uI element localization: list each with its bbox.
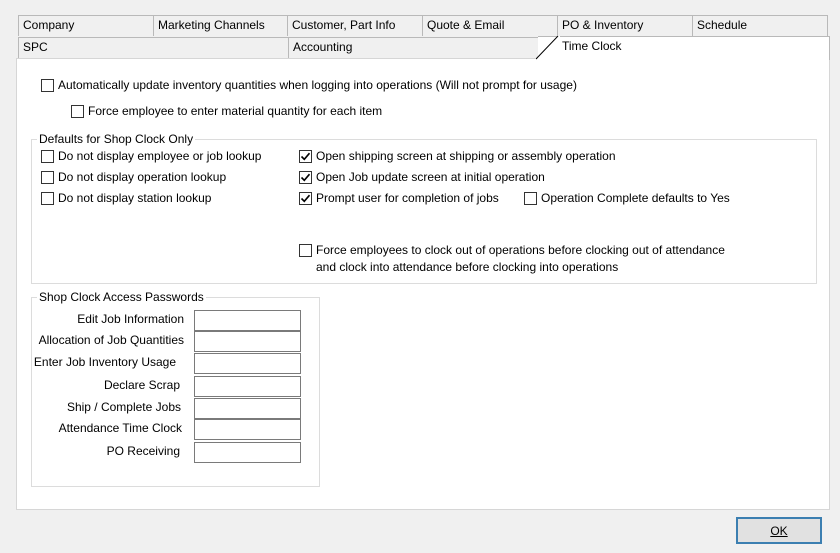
no-station-lookup-label: Do not display station lookup: [58, 191, 212, 205]
time-clock-panel: [16, 58, 830, 510]
force-clock-out-checkbox[interactable]: [299, 244, 312, 257]
force-clock-out-label-line1: Force employees to clock out of operations before clocking out of attendance: [316, 243, 725, 257]
prompt-completion-checkbox[interactable]: [299, 192, 312, 205]
password-label-ship-complete: Ship / Complete Jobs: [66, 400, 181, 414]
open-job-update-checkbox[interactable]: [299, 171, 312, 184]
force-material-quantity-label: Force employee to enter material quantity for each item: [88, 104, 383, 118]
password-input-attendance[interactable]: [194, 419, 301, 440]
password-input-declare-scrap[interactable]: [194, 376, 301, 397]
tab-label: Customer, Part Info: [292, 18, 396, 32]
open-shipping-screen-label: Open shipping screen at shipping or assembly operation: [316, 149, 616, 163]
tab-schedule[interactable]: [692, 15, 828, 36]
tab-marketing-channels[interactable]: [153, 15, 289, 36]
tab-label: Schedule: [697, 18, 748, 32]
tab-spc[interactable]: [18, 37, 289, 58]
tab-label: Company: [23, 18, 75, 32]
defaults-shop-clock-title: Defaults for Shop Clock Only: [39, 132, 194, 146]
tab-label: Time Clock: [562, 39, 622, 53]
password-input-inventory-usage[interactable]: [194, 353, 301, 374]
tab-label: SPC: [23, 40, 48, 54]
auto-update-inventory-checkbox[interactable]: [41, 79, 54, 92]
tab-label: PO & Inventory: [562, 18, 644, 32]
tab-label: Quote & Email: [427, 18, 505, 32]
tab-company[interactable]: [18, 15, 155, 36]
no-operation-lookup-checkbox[interactable]: [41, 171, 54, 184]
prompt-completion-label: Prompt user for completion of jobs: [316, 191, 499, 205]
operation-complete-yes-label: Operation Complete defaults to Yes: [541, 191, 730, 205]
password-input-ship-complete[interactable]: [194, 398, 301, 419]
open-job-update-label: Open Job update screen at initial operation: [316, 170, 545, 184]
operation-complete-yes-checkbox[interactable]: [524, 192, 537, 205]
tab-label: Accounting: [293, 40, 353, 54]
no-station-lookup-checkbox[interactable]: [41, 192, 54, 205]
auto-update-inventory-label: Automatically update inventory quantities when logging into operations (Will not prompt for usage): [58, 78, 577, 92]
tab-po-inventory[interactable]: [557, 15, 693, 36]
tab-slant-edge: [536, 36, 560, 60]
password-label-po-receiving: PO Receiving: [106, 444, 180, 458]
no-employee-lookup-label: Do not display employee or job lookup: [58, 149, 262, 163]
password-input-allocation[interactable]: [194, 331, 301, 352]
password-label-inventory-usage: Enter Job Inventory Usage: [33, 355, 176, 369]
password-label-declare-scrap: Declare Scrap: [103, 378, 180, 392]
ok-button[interactable]: [736, 517, 822, 544]
force-clock-out-label-line2: and clock into attendance before clocking into operations: [316, 260, 619, 274]
password-label-edit-job: Edit Job Information: [77, 312, 184, 326]
no-operation-lookup-label: Do not display operation lookup: [58, 170, 227, 184]
open-shipping-screen-checkbox[interactable]: [299, 150, 312, 163]
shop-clock-passwords-title: Shop Clock Access Passwords: [39, 290, 204, 304]
password-input-po-receiving[interactable]: [194, 442, 301, 463]
tab-label: Marketing Channels: [158, 18, 265, 32]
tab-quote-email[interactable]: [422, 15, 558, 36]
password-input-edit-job[interactable]: [194, 310, 301, 331]
no-employee-lookup-checkbox[interactable]: [41, 150, 54, 163]
tab-customer-part-info[interactable]: [287, 15, 424, 36]
password-label-allocation: Allocation of Job Quantities: [38, 333, 184, 347]
force-material-quantity-checkbox[interactable]: [71, 105, 84, 118]
tab-time-clock[interactable]: [538, 36, 830, 60]
password-label-attendance: Attendance Time Clock: [58, 421, 182, 435]
ok-button-label: OK: [770, 523, 788, 538]
tab-accounting[interactable]: [288, 37, 559, 58]
